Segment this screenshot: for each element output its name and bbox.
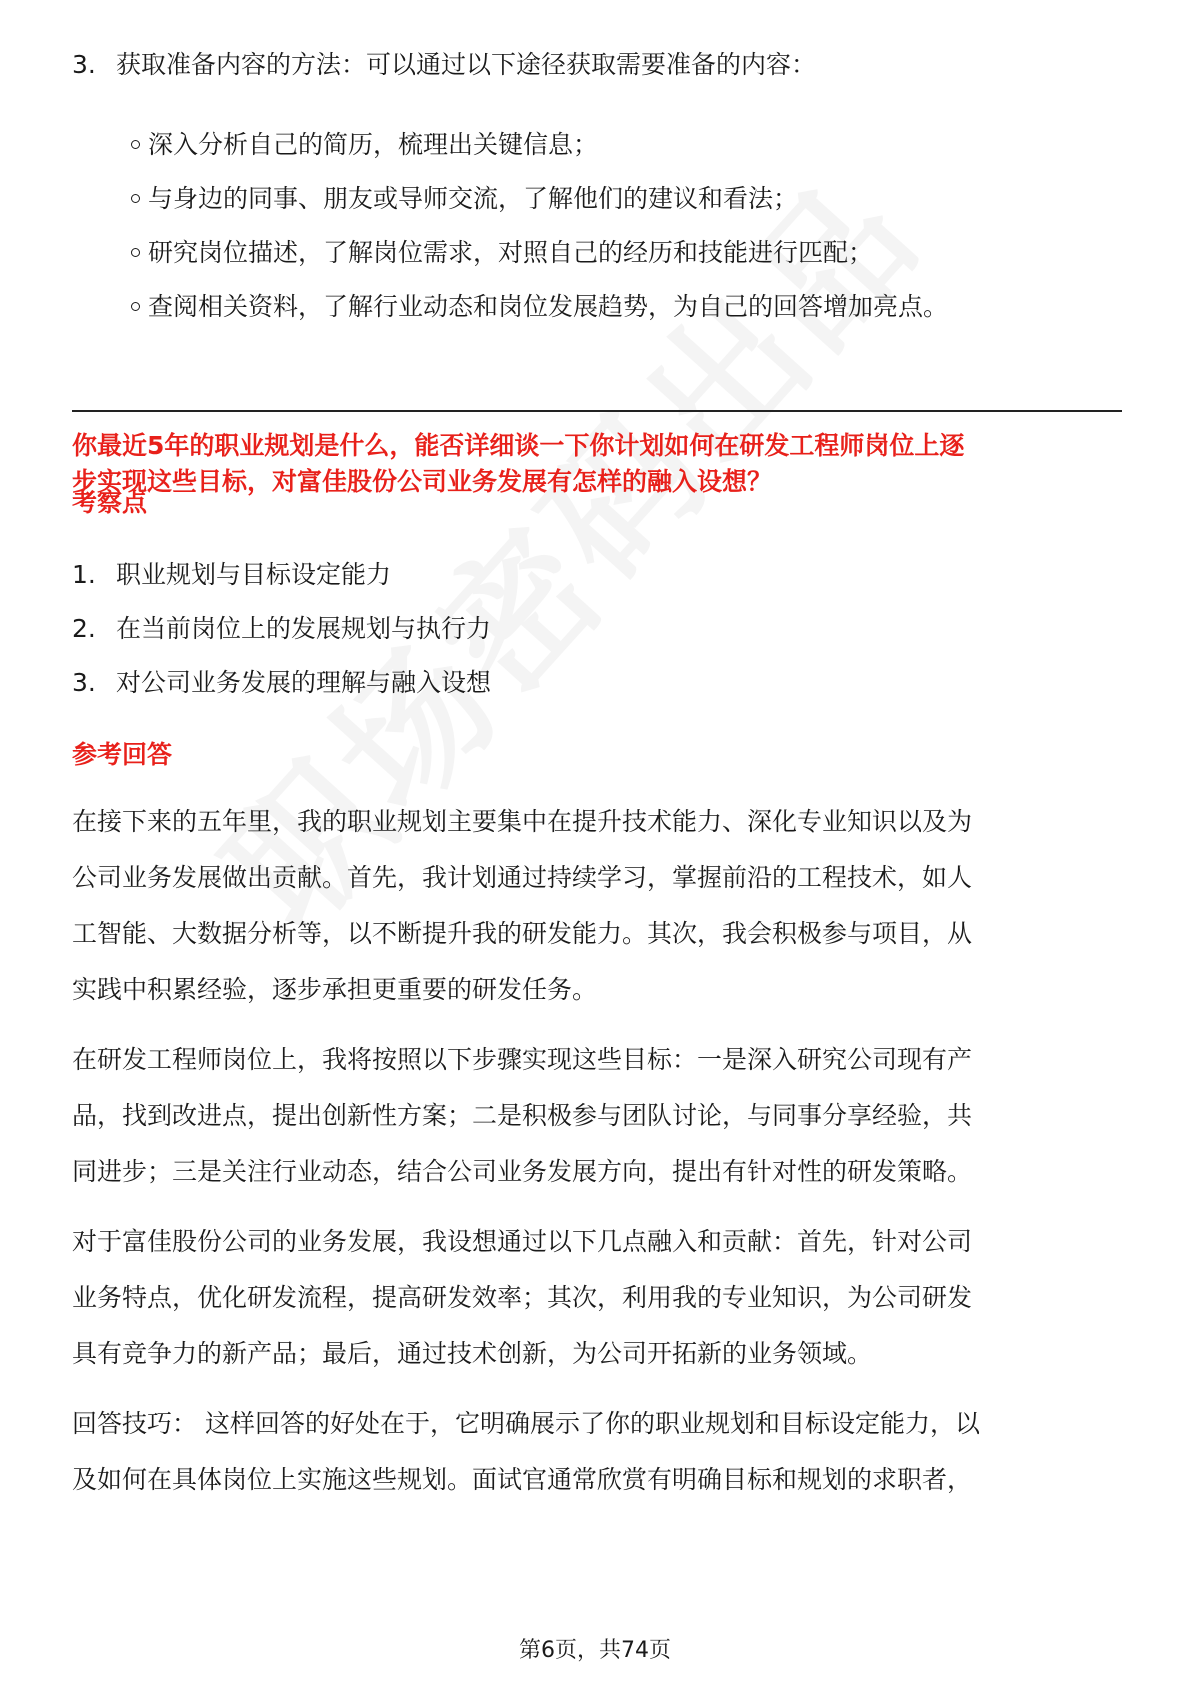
- list-text: 对公司业务发展的理解与融入设想: [116, 668, 492, 697]
- bullet-text: 研究岗位描述，了解岗位需求，对照自己的经历和技能进行匹配；: [148, 238, 874, 267]
- list-text: 获取准备内容的方法：可以通过以下途径获取需要准备的内容：: [116, 50, 817, 79]
- paragraph-line: 品，找到改进点，提出创新性方案；二是积极参与团队讨论，与同事分享经验，共: [72, 1101, 973, 1130]
- paragraph-line: 对于富佳股份公司的业务发展，我设想通过以下几点融入和贡献：首先，针对公司: [72, 1227, 973, 1256]
- paragraph-line: 工智能、大数据分析等，以不断提升我的研发能力。其次，我会积极参与项目，从: [72, 919, 973, 948]
- interview-question: [72, 428, 1132, 500]
- page-number: 第6页，共74页: [519, 1638, 671, 1663]
- paragraph-line: 同进步；三是关注行业动态，结合公司业务发展方向，提出有针对性的研发策略。: [72, 1157, 973, 1186]
- examine-item-1: [72, 558, 1120, 592]
- bullet-text: 深入分析自己的简历，梳理出关键信息；: [148, 130, 599, 159]
- bullet-circle-icon: [131, 140, 140, 149]
- bullet-text: 查阅相关资料，了解行业动态和岗位发展趋势，为自己的回答增加亮点。: [148, 292, 949, 321]
- answer-heading: 参考回答: [72, 740, 173, 769]
- paragraph-line: 在研发工程师岗位上，我将按照以下步骤实现这些目标：一是深入研究公司现有产: [72, 1045, 973, 1074]
- bullet-item: [148, 182, 798, 216]
- answer-tips: [72, 1396, 1122, 1508]
- paragraph-line: 具有竞争力的新产品；最后，通过技术创新，为公司开拓新的业务领域。: [72, 1339, 873, 1368]
- list-text: 在当前岗位上的发展规划与执行力: [116, 614, 492, 643]
- bullet-circle-icon: [131, 194, 140, 203]
- bullet-item: [148, 290, 948, 324]
- list-text: 职业规划与目标设定能力: [116, 560, 392, 589]
- bullet-item: [148, 236, 873, 270]
- question-line: 步实现这些目标，对富佳股份公司业务发展有怎样的融入设想？: [72, 467, 773, 496]
- list-number: 3.: [72, 668, 96, 697]
- answer-paragraph-3: [72, 1214, 1122, 1382]
- section-divider: [72, 410, 1122, 412]
- paragraph-line: 公司业务发展做出贡献。首先，我计划通过持续学习，掌握前沿的工程技术，如人: [72, 863, 973, 892]
- answer-paragraph-1: [72, 794, 1122, 1018]
- answer-paragraph-2: [72, 1032, 1122, 1200]
- list-number: 3.: [72, 50, 96, 79]
- bullet-item: [148, 128, 598, 162]
- list-number: 1.: [72, 560, 96, 589]
- bullet-text: 与身边的同事、朋友或导师交流，了解他们的建议和看法；: [148, 184, 799, 213]
- paragraph-line: 实践中积累经验，逐步承担更重要的研发任务。: [72, 975, 598, 1004]
- list-item-3: [72, 48, 1120, 82]
- list-number: 2.: [72, 614, 96, 643]
- examine-item-3: [72, 666, 1120, 700]
- question-line: 你最近5年的职业规划是什么，能否详细谈一下你计划如何在研发工程师岗位上逐: [72, 431, 965, 460]
- bullet-circle-icon: [131, 248, 140, 257]
- examine-item-2: [72, 612, 1120, 646]
- bullet-circle-icon: [131, 302, 140, 311]
- examine-heading: 考察点: [72, 488, 148, 517]
- paragraph-line: 回答技巧： 这样回答的好处在于，它明确展示了你的职业规划和目标设定能力，以: [72, 1409, 980, 1438]
- paragraph-line: 在接下来的五年里，我的职业规划主要集中在提升技术能力、深化专业知识以及为: [72, 807, 973, 836]
- paragraph-line: 及如何在具体岗位上实施这些规划。面试官通常欣赏有明确目标和规划的求职者，: [72, 1465, 973, 1494]
- paragraph-line: 业务特点，优化研发流程，提高研发效率；其次，利用我的专业知识，为公司研发: [72, 1283, 973, 1312]
